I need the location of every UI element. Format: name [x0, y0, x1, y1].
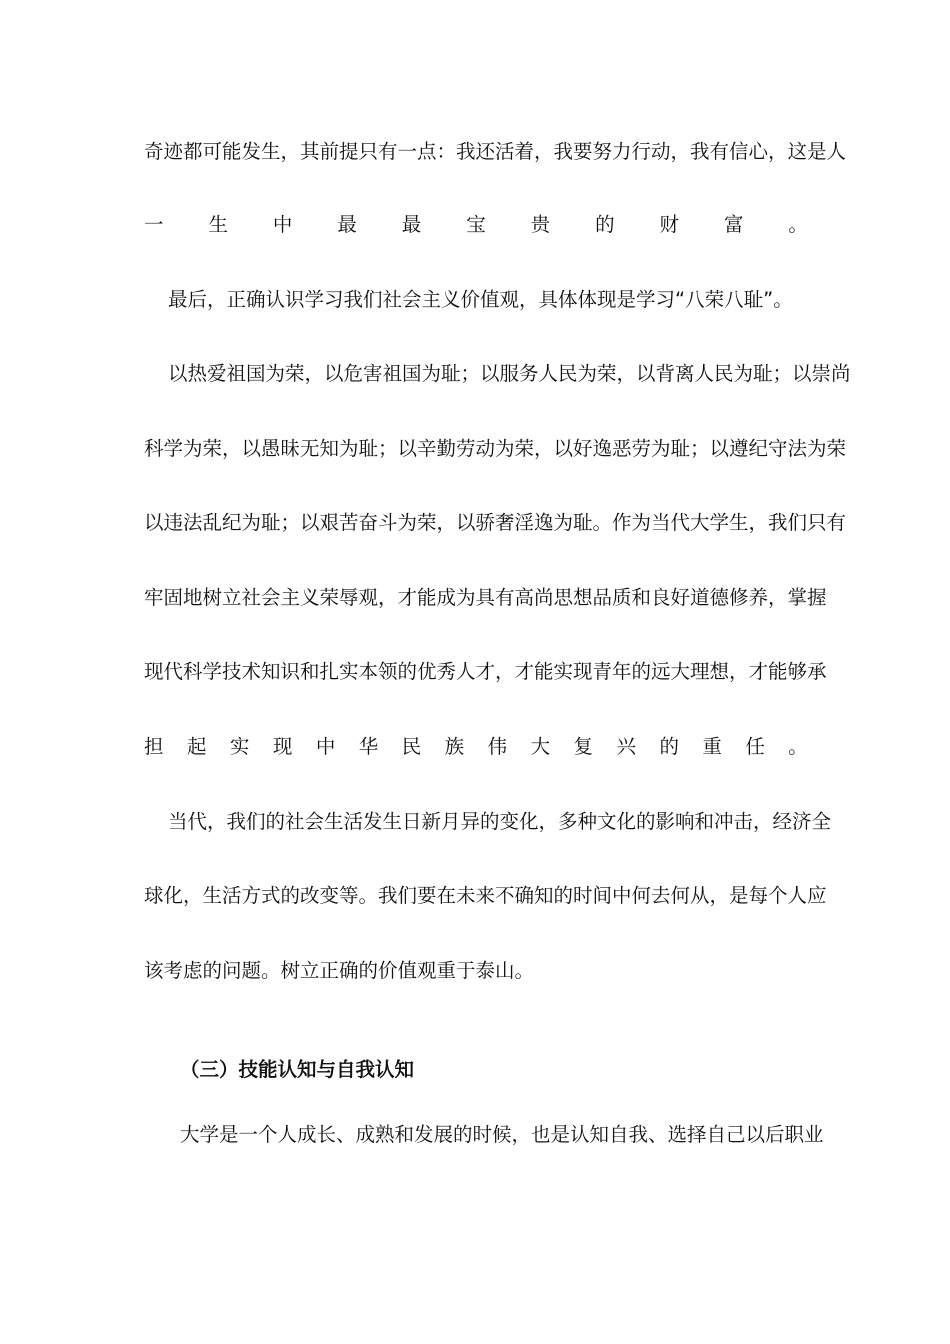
paragraph-line: 以热爱祖国为荣，以危害祖国为耻；以服务人民为荣，以背离人民为耻；以崇尚 — [168, 362, 851, 385]
char: 的 — [659, 735, 679, 758]
char: 任 — [745, 735, 765, 758]
char: 大 — [530, 735, 551, 758]
paragraph-line: 以违法乱纪为耻；以艰苦奋斗为荣，以骄奢淫逸为耻。作为当代大学生，我们只有 — [144, 511, 847, 534]
char: 的 — [595, 213, 615, 236]
paragraph-line-justified — [144, 732, 808, 762]
paragraph-line: 该考虑的问题。树立正确的价值观重于泰山。 — [144, 959, 535, 982]
char: 富 — [723, 213, 744, 236]
char: 生 — [208, 213, 228, 236]
paragraph-line: 当代，我们的社会生活发生日新月异的变化，多种文化的影响和冲击，经济全 — [168, 810, 832, 833]
section-heading: （三）技能认知与自我认知 — [180, 1058, 415, 1081]
char: 最 — [337, 213, 357, 236]
char: 财 — [659, 213, 680, 236]
char: 贵 — [530, 213, 551, 236]
paragraph-line: 现代科学技术知识和扎实本领的优秀人才，才能实现青年的远大理想，才能够承 — [144, 660, 827, 683]
paragraph-line: 大学是一个人成长、成熟和发展的时候，也是认知自我、选择自己以后职业 — [180, 1123, 824, 1146]
char: 一 — [144, 213, 164, 236]
char: 。 — [788, 213, 808, 236]
char: 宝 — [466, 213, 486, 236]
char: 兴 — [616, 735, 636, 758]
paragraph-line: 奇迹都可能发生，其前提只有一点：我还活着，我要努力行动，我有信心，这是人 — [144, 140, 847, 163]
char: 起 — [186, 735, 207, 758]
paragraph-line: 科学为荣，以愚昧无知为耻；以辛勤劳动为荣，以好逸恶劳为耻；以遵纪守法为荣 — [144, 437, 847, 460]
char: 实 — [229, 735, 250, 758]
char: 民 — [401, 735, 422, 758]
paragraph-line: 最后，正确认识学习我们社会主义价值观，具体体现是学习“八荣八耻”。 — [168, 288, 793, 311]
char: 华 — [358, 735, 379, 758]
char: 担 — [144, 735, 164, 758]
char: 。 — [788, 735, 808, 758]
paragraph-line: 球化，生活方式的改变等。我们要在未来不确知的时间中何去何从，是每个人应 — [144, 884, 827, 907]
char: 复 — [573, 735, 594, 758]
char: 现 — [272, 735, 293, 758]
char: 中 — [272, 213, 293, 236]
char: 族 — [444, 735, 465, 758]
char: 最 — [401, 213, 422, 236]
char: 伟 — [487, 735, 508, 758]
paragraph-line: 牢固地树立社会主义荣辱观，才能成为具有高尚思想品质和良好道德修养，掌握 — [144, 586, 827, 609]
char: 重 — [702, 735, 722, 758]
paragraph-line-justified — [144, 210, 808, 240]
char: 中 — [315, 735, 336, 758]
